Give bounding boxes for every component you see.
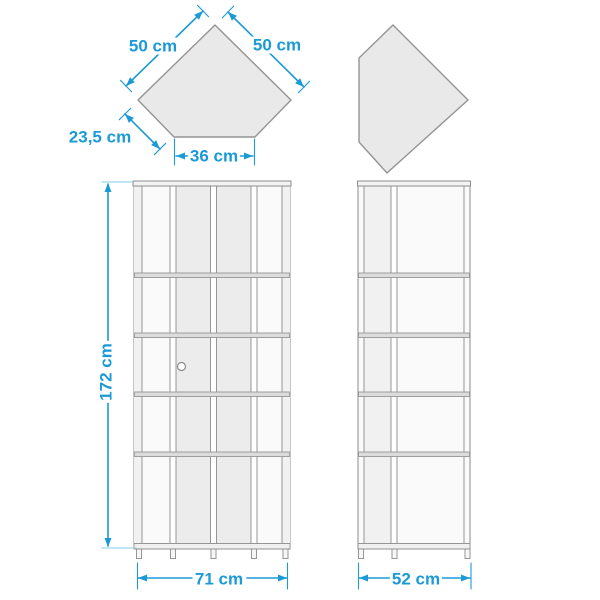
front-top-rail [133, 181, 291, 186]
cabinet-foot [137, 549, 142, 559]
dim-label-width-71: 71 cm [194, 569, 244, 589]
side-feet [359, 549, 471, 559]
front-bottom-rail [134, 544, 290, 550]
side-view-drawing [358, 181, 471, 559]
front-view-drawing [133, 181, 291, 559]
dim-label-back-width-36: 36 cm [189, 146, 239, 166]
dim-label-depth-52: 52 cm [391, 569, 441, 589]
door-knob [178, 363, 186, 371]
cabinet-foot [392, 549, 397, 559]
cabinet-foot [359, 549, 364, 559]
front-feet [137, 549, 289, 559]
dim-label-depth-23-5: 23,5 cm [68, 127, 132, 147]
cabinet-foot [171, 549, 176, 559]
side-bottom-rail [358, 544, 470, 550]
side-top-rail [358, 181, 471, 186]
cabinet-foot [211, 549, 216, 559]
cabinet-foot [283, 549, 288, 559]
cabinet-foot [465, 549, 470, 559]
dim-label-top-right-side: 50 cm [252, 35, 302, 55]
cabinet-foot [252, 549, 257, 559]
perspective-view-outline [359, 25, 468, 173]
dim-label-top-left-side: 50 cm [128, 36, 178, 56]
dim-label-height-172: 172 cm [96, 343, 116, 401]
